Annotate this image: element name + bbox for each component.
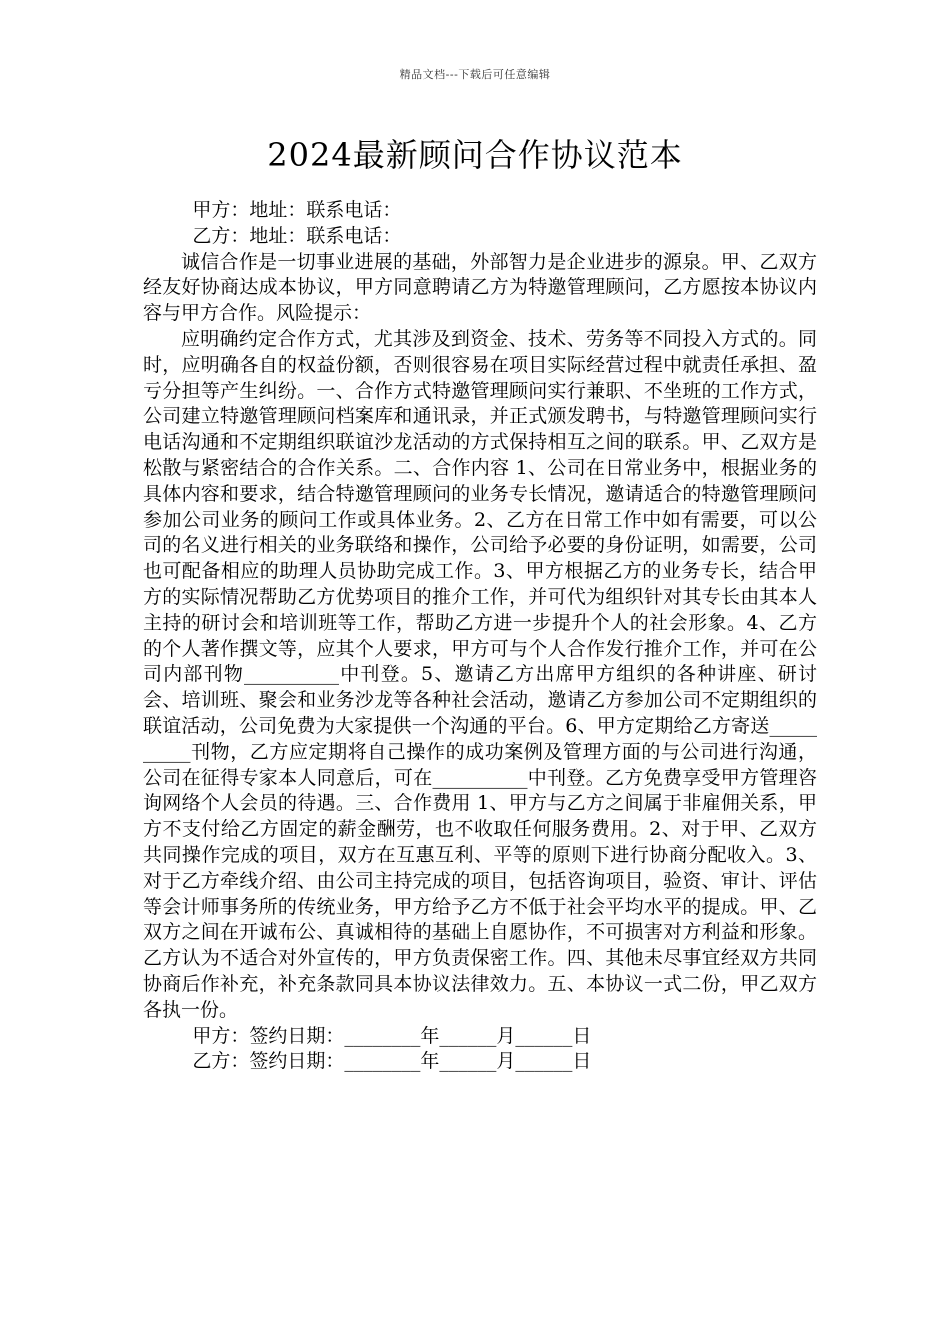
party-a-signature-line: 甲方：签约日期：________年______月______日 [192,1024,592,1047]
header-note: 精品文档---下载后可任意编辑 [399,68,551,81]
party-b-signature-line: 乙方：签约日期：________年______月______日 [192,1050,592,1073]
preamble-paragraph: 诚信合作是一切事业进展的基础，外部智力是企业进步的源泉。甲、乙双方经友好协商达成本协议，甲方同意聘请乙方为特邀管理顾问，乙方愿按本协议内容与甲方合作。风险提示： [143,250,817,325]
document-title: 2024最新顾问合作协议范本 [267,136,683,174]
document-body [143,198,817,1075]
party-a-info: 甲方：地址：联系电话： [192,199,402,221]
terms-paragraph: 应明确约定合作方式，尤其涉及到资金、技术、劳务等不同投入方式的。同时，应明确各自的权益份额，否则很容易在项目实际经营过程中就责任承担、盈亏分担等产生纠纷。一、合作方式特邀管理顾问实行兼职、不坐班的工作方式，公司建立特邀管理顾问档案库和通讯录，并正式颁发聘书，与特邀管理顾问实行电话沟通和不定期组织联谊沙龙活动的方式保持相互之间的联系。甲、乙双方是松散与紧密结合的合作关系。二、合作内容 1、公司在日常业务中，根据业务的具体内容和要求，结合特邀管理顾问的业务专长情况，邀请适合的特邀管理顾问参加公司业务的顾问工作或具体业务。2、乙方在日常工作中如有需要，可以公司的名义进行相关的业务联络和操作，公司给予必要的身份证明，如需要，公司也可配备相应的助理人员协助完成工作。3、甲方根据乙方的业务专长，结合甲方的实际情况帮助乙方优势项目的推介工作，并可代为组织针对其专长由其本人主持的研讨会和培训班等工作，帮助乙方进一步提升个人的社会形象。4、乙方的个人著作撰文等，应其个人要求，甲方可与个人合作发行推介工作，并可在公司内部刊物__________中刊登。5、邀请乙方出席甲方组织的各种讲座、研讨会、培训班、聚会和业务沙龙等各种社会活动，邀请乙方参加公司不定期组织的联谊活动，公司免费为大家提供一个沟通的平台。6、甲方定期给乙方寄送__________刊物，乙方应定期将自己操作的成功案例及管理方面的与公司进行沟通，公司在征得专家本人同意后，可在__________中刊登。乙方免费享受甲方管理咨询网络个人会员的待遇。三、合作费用 1、甲方与乙方之间属于非雇佣关系，甲方不支付给乙方固定的薪金酬劳，也不收取任何服务费用。2、对于甲、乙双方共同操作完成的项目，双方在互惠互利、平等的原则下进行协商分配收入。3、对于乙方牵线介绍、由公司主持完成的项目，包括咨询项目，验资、审计、评估等会计师事务所的传统业务，甲方给予乙方不低于社会平均水平的提成。甲、乙双方之间在开诚布公、真诚相待的基础上自愿协作，不可损害对方利益和形象。乙方认为不适合对外宣传的，甲方负责保密工作。四、其他未尽事宜经双方共同协商后作补充，补充条款同具本协议法律效力。五、本协议一式二份，甲乙双方各执一份。 [143,327,817,1021]
party-b-info: 乙方：地址：联系电话： [192,224,402,247]
